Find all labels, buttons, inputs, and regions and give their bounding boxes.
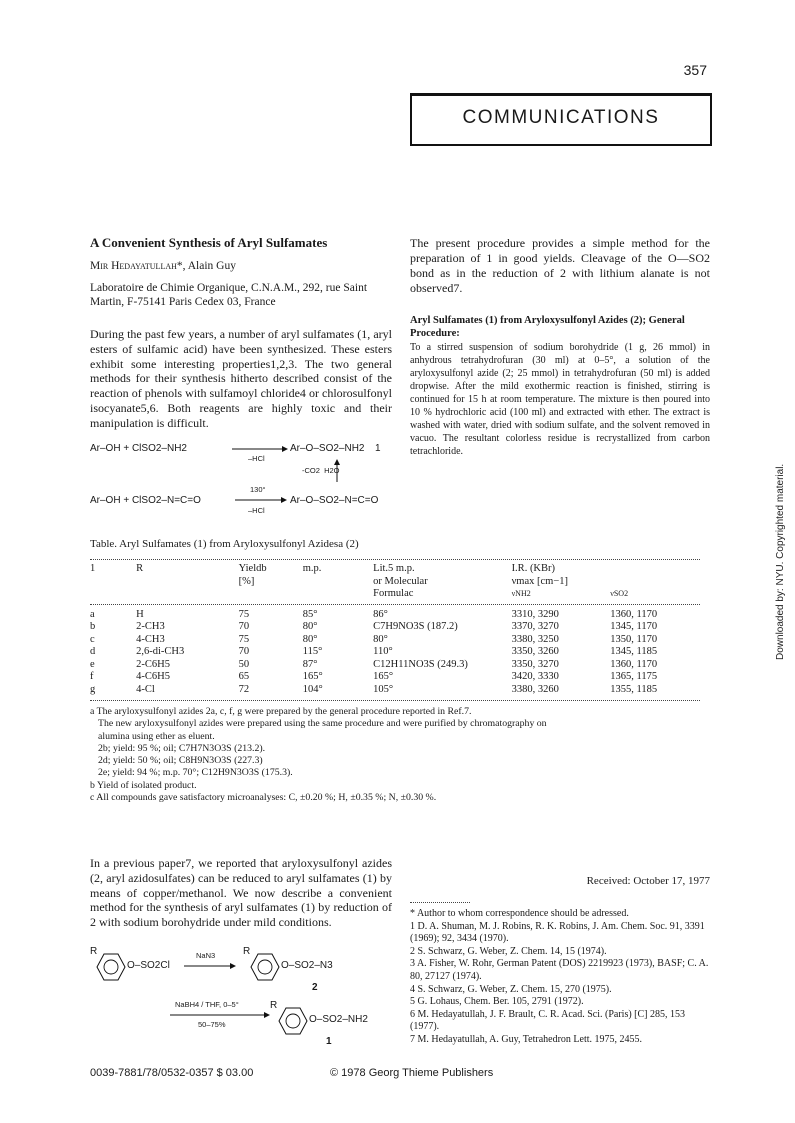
header-cell-line: νmax [cm−1] <box>511 575 569 587</box>
scheme1-mid-condition: -CO2 H2O <box>302 466 340 475</box>
article-title: A Convenient Synthesis of Aryl Sulfamates <box>90 235 328 250</box>
cell-yield: 70 <box>238 621 250 632</box>
cell-id: b <box>90 621 96 632</box>
cell-r: H <box>136 608 144 620</box>
procedure-heading: Aryl Sulfamates (1) from Aryloxysulfonyl Azides (2); General Procedure: <box>410 315 685 339</box>
cell-id: a <box>90 608 95 620</box>
section-header-box <box>410 93 712 146</box>
header-cell-line: νSO2 <box>610 589 629 598</box>
cell-r: 2,6-di-CH3 <box>136 646 185 657</box>
scheme2-product-1-number: 1 <box>326 1036 332 1047</box>
cell-lit: 80° <box>373 633 388 645</box>
reference-item: 6 M. Hedayatullah, J. F. Brault, C. R. Acad. Sci. (Paris) [C] 285, 153 (1977). <box>410 1008 686 1033</box>
authors <box>90 259 392 273</box>
cell-mp: 80° <box>302 621 318 632</box>
table-row <box>90 646 700 659</box>
table-header-row <box>90 563 700 601</box>
header-cell-line: Formulac <box>373 588 414 599</box>
footer-code: 0039-7881/78/0532-0357 $ 03.00 <box>90 1067 254 1079</box>
cell-nh2: 3350, 3260 <box>511 646 559 657</box>
footer-publisher: © 1978 Georg Thieme Publishers <box>330 1067 494 1079</box>
reference-item: 2 S. Schwarz, G. Weber, Z. Chem. 14, 15 (1974). <box>410 945 607 957</box>
intro-paragraph: During the past few years, a number of aryl sulfamates (1, aryl esters of sulfamic acid) have been synthesized. These esters exhibit some interesting properties1,2,3. The two general methods for their synthesis hitherto described consist of the reaction of phenols with sulfamoyl chloride4 or chlorosulfonyl isocyanate5,6. Both reagents are highly toxic and their manipulation is difficult. <box>90 327 392 430</box>
cell-r: 4-C6H5 <box>136 671 170 682</box>
scheme1-r1-condition: –HCl <box>248 454 265 463</box>
reaction-scheme-2 <box>90 946 400 1058</box>
table-row <box>90 621 700 634</box>
cell-mp: 104° <box>302 683 323 695</box>
cell-id: f <box>90 671 94 682</box>
cell-so2: 1360, 1170 <box>610 608 658 620</box>
table-row <box>90 659 700 672</box>
section-header: COMMUNICATIONS <box>462 107 660 128</box>
page-number: 357 <box>683 62 707 78</box>
cell-mp: 165° <box>302 671 323 682</box>
reference-item: 3 A. Fisher, W. Rohr, German Patent (DOS) 2219923 (1973), BASF; C. A. 80, 27127 (1974). <box>410 958 709 982</box>
cell-id: e <box>90 658 95 670</box>
table-row <box>90 684 700 697</box>
scheme2-reactant: O–SO2Cl <box>127 960 170 971</box>
table-bottom-rule <box>90 700 700 701</box>
cell-r: 4-CH3 <box>136 633 165 645</box>
header-cell-line: νNH2 <box>511 589 531 598</box>
table-footnote: 2b; yield: 95 %; oil; C7H7N3O3S (213.2). <box>98 742 266 754</box>
cell-mp: 115° <box>302 646 323 657</box>
header-cell-line: Yieldb <box>238 563 267 574</box>
reference-item: 5 G. Lohaus, Chem. Ber. 105, 2791 (1972). <box>410 996 584 1008</box>
header-cell-line: Lit.5 m.p. <box>373 563 415 574</box>
cell-id: g <box>90 683 96 695</box>
author-1: Mir Hedayatullah* <box>90 260 183 273</box>
reference-item: 7 M. Hedayatullah, A. Guy, Tetrahedron Lett. 1975, 2455. <box>410 1033 643 1045</box>
scheme1-r1-reactants: Ar–OH + ClSO2–NH2 <box>90 443 187 454</box>
cell-yield: 70 <box>238 646 250 657</box>
header-cell <box>373 563 511 601</box>
scheme2-product-1: O–SO2–NH2 <box>309 1014 368 1025</box>
cell-mp: 87° <box>302 658 318 670</box>
cell-lit: C12H11NO3S (249.3) <box>373 658 468 670</box>
header-cell: m.p. <box>302 563 322 574</box>
cell-lit: 110° <box>373 646 393 657</box>
header-cell-line: [%] <box>238 575 255 587</box>
cell-nh2: 3420, 3330 <box>511 671 559 682</box>
cell-lit: 165° <box>373 671 394 682</box>
table-footnotes <box>90 706 560 804</box>
download-notice <box>775 460 789 660</box>
scheme1-r1-number: 1 <box>375 443 381 454</box>
affiliation: Laboratoire de Chimie Organique, C.N.A.M., 292, rue Saint Martin, F-75141 Paris Cedex 03, France <box>90 281 368 308</box>
cell-r: 2-C6H5 <box>136 658 170 670</box>
cell-nh2: 3310, 3290 <box>511 608 559 620</box>
cell-lit: C7H9NO3S (187.2) <box>373 621 458 632</box>
reference-item: 1 D. A. Shuman, M. J. Robins, R. K. Robins, J. Am. Chem. Soc. 91, 3391 (1969); 92, 3434 (1970). <box>410 920 705 945</box>
cell-so2: 1345, 1170 <box>610 621 658 632</box>
scheme2-product-2: O–SO2–N3 <box>281 960 333 971</box>
cell-so2: 1365, 1175 <box>610 671 658 682</box>
table-caption: Table. Aryl Sulfamates (1) from Aryloxysulfonyl Azidesa (2) <box>90 538 359 550</box>
cell-nh2: 3380, 3260 <box>511 683 559 695</box>
cell-mp: 85° <box>302 608 318 620</box>
cell-nh2: 3380, 3250 <box>511 633 559 645</box>
scheme2-r-label: R <box>270 1000 278 1011</box>
reference-item: * Author to whom correspondence should be adressed. <box>410 908 629 919</box>
header-cell <box>239 563 303 601</box>
scheme2-arrow-1 <box>184 961 236 971</box>
header-cell: 1 <box>90 563 96 574</box>
cell-nh2: 3350, 3270 <box>511 658 559 670</box>
cell-so2: 1360, 1170 <box>610 658 658 670</box>
scheme1-r2-condition-top: 130° <box>250 485 266 494</box>
cell-id: d <box>90 646 96 657</box>
table-block <box>90 538 710 804</box>
table-footnote: b Yield of isolated product. <box>90 779 197 791</box>
scheme2-r-label: R <box>243 946 251 957</box>
scheme2-product-2-number: 2 <box>312 982 318 993</box>
reaction-scheme-1 <box>90 440 390 520</box>
cell-yield: 65 <box>238 671 250 682</box>
cell-yield: 72 <box>238 683 250 695</box>
cell-yield: 75 <box>238 633 250 645</box>
table-row <box>90 671 700 684</box>
article-header <box>90 236 392 309</box>
right-intro-paragraph: The present procedure provides a simple method for the preparation of 1 in good yields. Cleavage of the O—SO2 bond as in the reduction of 2 with lithium alanate is not observed7. <box>410 236 710 295</box>
table-footnote: c All compounds gave satisfactory microanalyses: C, ±0.20 %; H, ±0.35 %; N, ±0.30 %. <box>90 792 437 804</box>
table-footnote: 2e; yield: 94 %; m.p. 70°; C12H9N3O3S (175.3). <box>98 767 293 779</box>
table-row <box>90 634 700 647</box>
cell-r: 4-Cl <box>136 683 155 695</box>
received-date: Received: October 17, 1977 <box>586 875 710 887</box>
header-cell <box>610 563 700 601</box>
benzene-ring-icon <box>94 952 128 982</box>
author-2: , Alain Guy <box>182 260 236 273</box>
scheme2-r-label: R <box>90 946 98 957</box>
cell-yield: 75 <box>238 608 250 620</box>
cell-so2: 1355, 1185 <box>610 683 658 695</box>
table-footnote: 2d; yield: 50 %; oil; C8H9N3O3S (227.3) <box>98 755 263 767</box>
header-cell <box>512 563 611 601</box>
cell-so2: 1350, 1170 <box>610 633 658 645</box>
scheme2-step2-top: NaBH4 / THF, 0–5° <box>175 1000 239 1009</box>
references-rule <box>410 902 470 903</box>
cell-so2: 1345, 1185 <box>610 646 658 657</box>
benzene-ring-icon <box>248 952 282 982</box>
reference-item: 4 S. Schwarz, G. Weber, Z. Chem. 15, 270 (1975). <box>410 983 612 995</box>
table-top-rule <box>90 559 700 560</box>
cell-nh2: 3370, 3270 <box>511 621 559 632</box>
scheme1-r2-condition-bottom: –HCl <box>248 506 265 515</box>
cell-lit: 105° <box>373 683 394 695</box>
table-footnote: a The aryloxysulfonyl azides 2a, c, f, g were prepared by the general procedure reported in Ref.7. <box>90 706 472 717</box>
download-notice-text: Downloaded by: NYU. Copyrighted material. <box>775 463 786 660</box>
scheme1-r2-product: Ar–O–SO2–N=C=O <box>290 495 379 506</box>
header-cell: R <box>136 563 144 574</box>
cell-lit: 86° <box>373 608 388 620</box>
cell-id: c <box>90 633 95 645</box>
table-header-rule <box>90 604 700 605</box>
scheme1-r2-reactants: Ar–OH + ClSO2–N=C=O <box>90 495 201 506</box>
table-row <box>90 609 700 622</box>
cell-mp: 80° <box>302 633 318 645</box>
references-list <box>410 908 710 1047</box>
scheme1-arrow-2 <box>235 493 287 507</box>
benzene-ring-icon <box>276 1006 310 1036</box>
header-cell-line: or Molecular <box>373 575 428 587</box>
bottom-paragraph: In a previous paper7, we reported that aryloxysulfonyl azides (2, aryl azidosulfates) can be reduced to aryl sulfamates (1) by means of copper/methanol. We now describe a convenient method for the synthesis of aryl sulfamates (1) by reduction of 2 with sodium borohydride under mild conditions. <box>90 856 392 930</box>
procedure-text: To a stirred suspension of sodium borohydride (1 g, 26 mmol) in anhydrous tetrahydrofuran (30 ml) at 0–5°, a solution of the aryloxysulfonyl azide (2; 25 mmol) in tetrahydrofuran (50 ml) is added dropwise. After the mild exothermic reaction is finished, stirring is continued for 15 h at room temperature. The mixture is then poured into 10 % hydrochloric acid (100 ml) and extracted with ether. The extract is washed with water, dried with sodium sulfate, and the solvent removed in vacuo. The resultant colorless residue is recrystallized from carbon tetrachloride. <box>410 342 710 457</box>
data-table <box>90 563 700 696</box>
header-cell-line: I.R. (KBr) <box>511 563 556 574</box>
cell-yield: 50 <box>238 658 250 670</box>
scheme1-r1-product: Ar–O–SO2–NH2 <box>290 443 365 454</box>
table-footnote: The new aryloxysulfonyl azides were prepared using the same procedure and were purified by chromatography on alumina using ether as eluent. <box>98 718 547 742</box>
scheme2-step1: NaN3 <box>196 951 216 960</box>
cell-r: 2-CH3 <box>136 621 165 632</box>
scheme2-arrow-2 <box>170 1010 270 1020</box>
scheme2-step2-bottom: 50–75% <box>198 1020 226 1029</box>
